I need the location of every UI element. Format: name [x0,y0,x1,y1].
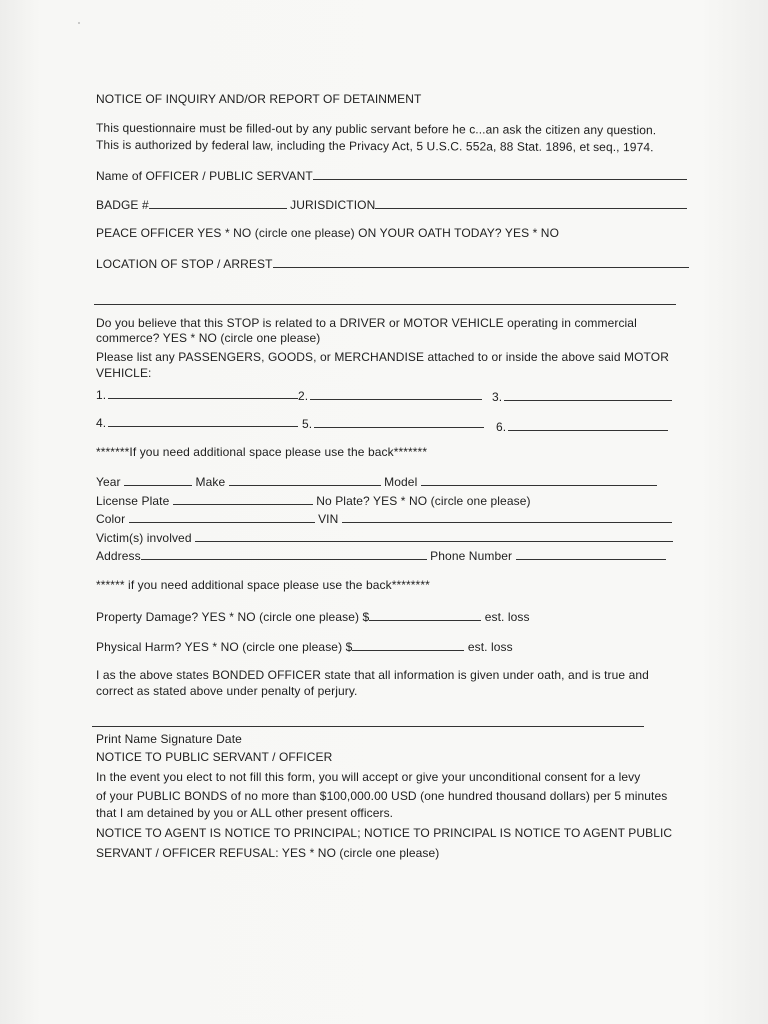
notice-heading: NOTICE TO PUBLIC SERVANT / OFFICER [96,750,333,764]
jurisdiction-blank[interactable] [375,196,687,209]
license-plate-blank[interactable] [173,492,313,505]
address-label: Address [96,549,141,563]
model-label: Model [384,475,418,489]
vin-blank[interactable] [342,510,672,523]
space-note-2: ****** if you need additional space please use the back******** [96,578,430,592]
color-vin-field [96,510,672,527]
list-item-4-blank[interactable] [108,414,298,427]
list-item-5: 5. [302,415,484,432]
intro-line-2: This is authorized by federal law, including the Privacy Act, 5 U.S.C. 552a, 88 Stat. 1896, et seq., 1974. [95,137,654,155]
list-item-2-blank[interactable] [310,387,482,400]
physical-harm-field [96,638,513,655]
scan-speck [78,22,80,24]
commerce-line-4: VEHICLE: [96,366,152,380]
physical-harm-blank[interactable] [352,638,464,651]
address-phone-field [96,547,666,564]
notice-line-5: SERVANT / OFFICER REFUSAL: YES * NO (circle one please) [96,846,440,860]
signature-line[interactable] [92,726,644,727]
list-item-2: 2. [298,387,482,404]
license-plate-label: License Plate [96,494,170,508]
make-label: Make [195,475,226,489]
year-label: Year [96,475,121,489]
list-item-1-blank[interactable] [108,386,298,399]
officer-name-label: Name of OFFICER / PUBLIC SERVANT [96,169,313,183]
notice-line-4: NOTICE TO AGENT IS NOTICE TO PRINCIPAL; NOTICE TO PRINCIPAL IS NOTICE TO AGENT PUBLIC [96,826,673,840]
peace-officer-question: PEACE OFFICER YES * NO (circle one please) ON YOUR OATH TODAY? YES * NO [96,226,560,240]
list-item-4: 4. [96,414,298,431]
signature-caption: Print Name Signature Date [96,732,242,746]
property-damage-field [96,608,530,625]
location-blank[interactable] [273,255,689,268]
oath-line-2: correct as stated above under penalty of perjury. [96,684,358,698]
address-blank[interactable] [141,547,427,560]
property-est-loss: est. loss [484,610,530,624]
vin-label: VIN [318,512,339,526]
property-damage-label: Property Damage? YES * NO (circle one please) $ [96,610,370,624]
physical-harm-label: Physical Harm? YES * NO (circle one please) $ [96,640,353,654]
oath-line-1: I as the above states BONDED OFFICER state that all information is given under oath, and is true and [96,668,649,682]
commerce-line-1: Do you believe that this STOP is related to a DRIVER or MOTOR VEHICLE operating in commercial [96,316,637,330]
list-item-6: 6. [496,418,668,435]
notice-line-1: In the event you elect to not fill this form, you will accept or give your unconditional consent for a levy [96,770,641,784]
space-note-1: *******If you need additional space please use the back******* [96,445,428,459]
list-item-3: 3. [492,388,672,405]
list-item-1: 1. [96,386,298,403]
commerce-line-2: commerce? YES * NO (circle one please) [96,331,321,345]
color-label: Color [96,512,126,526]
make-blank[interactable] [229,473,381,486]
no-plate-question: No Plate? YES * NO (circle one please) [316,494,531,508]
phone-label: Phone Number [430,549,513,563]
notice-line-2: of your PUBLIC BONDS of no more than $100,000.00 USD (one hundred thousand dollars) per 5 minutes [96,789,668,803]
badge-jurisdiction-field [96,196,687,213]
jurisdiction-label: JURISDICTION [290,198,376,212]
badge-label: BADGE # [96,198,149,212]
form-title: NOTICE OF INQUIRY AND/OR REPORT OF DETAINMENT [96,92,422,106]
license-plate-field [96,492,531,509]
victims-label: Victim(s) involved [96,531,192,545]
victims-blank[interactable] [195,529,673,542]
commerce-line-3: Please list any PASSENGERS, GOODS, or MERCHANDISE attached to or inside the above said MOTOR [96,350,669,364]
phone-blank[interactable] [516,547,666,560]
model-blank[interactable] [421,473,657,486]
property-damage-blank[interactable] [369,608,481,621]
location-extra-line[interactable] [94,304,676,305]
list-item-3-blank[interactable] [504,388,672,401]
intro-line-1: This questionnaire must be filled-out by any public servant before he c...an ask the citizen any question. [95,120,657,138]
notice-line-3: that I am detained by you or ALL other present officers. [96,806,394,820]
harm-est-loss: est. loss [467,640,513,654]
officer-name-field [96,167,687,184]
victims-field [96,529,673,546]
vehicle-year-make-model [96,473,657,490]
list-item-6-blank[interactable] [508,418,668,431]
location-label: LOCATION OF STOP / ARREST [96,257,273,271]
list-item-5-blank[interactable] [314,415,484,428]
officer-name-blank[interactable] [313,167,687,180]
year-blank[interactable] [124,473,192,486]
location-field [96,255,689,272]
badge-blank[interactable] [149,196,287,209]
color-blank[interactable] [129,510,315,523]
